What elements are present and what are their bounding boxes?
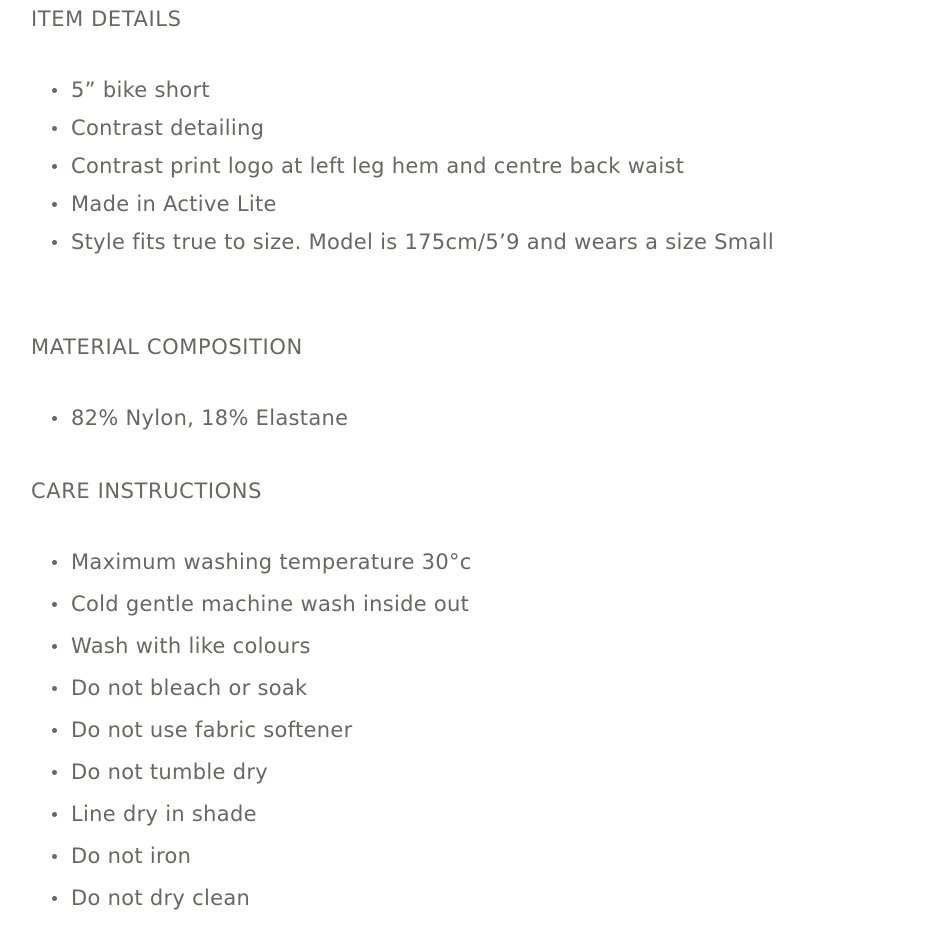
- list-item: Contrast detailing: [71, 109, 774, 147]
- item-details-list: [0, 71, 774, 261]
- list-item: Style fits true to size. Model is 175cm/5’9 and wears a size Small: [71, 223, 774, 261]
- list-item: Made in Active Lite: [71, 185, 774, 223]
- list-item: Do not dry clean: [71, 877, 472, 919]
- care-instructions-heading: CARE INSTRUCTIONS: [31, 479, 263, 503]
- material-composition-heading: MATERIAL COMPOSITION: [31, 335, 303, 359]
- list-item: Do not use fabric softener: [71, 709, 472, 751]
- list-item: Maximum washing temperature 30°c: [71, 541, 472, 583]
- list-item: 5” bike short: [71, 71, 774, 109]
- list-item: Do not bleach or soak: [71, 667, 472, 709]
- list-item: Wash with like colours: [71, 625, 472, 667]
- material-composition-list: [0, 399, 348, 437]
- list-item: Do not tumble dry: [71, 751, 472, 793]
- list-item: Cold gentle machine wash inside out: [71, 583, 472, 625]
- list-item: Contrast print logo at left leg hem and centre back waist: [71, 147, 774, 185]
- care-instructions-list: [0, 541, 472, 919]
- list-item: Do not iron: [71, 835, 472, 877]
- list-item: Line dry in shade: [71, 793, 472, 835]
- item-details-heading: ITEM DETAILS: [31, 7, 182, 31]
- list-item: 82% Nylon, 18% Elastane: [71, 399, 348, 437]
